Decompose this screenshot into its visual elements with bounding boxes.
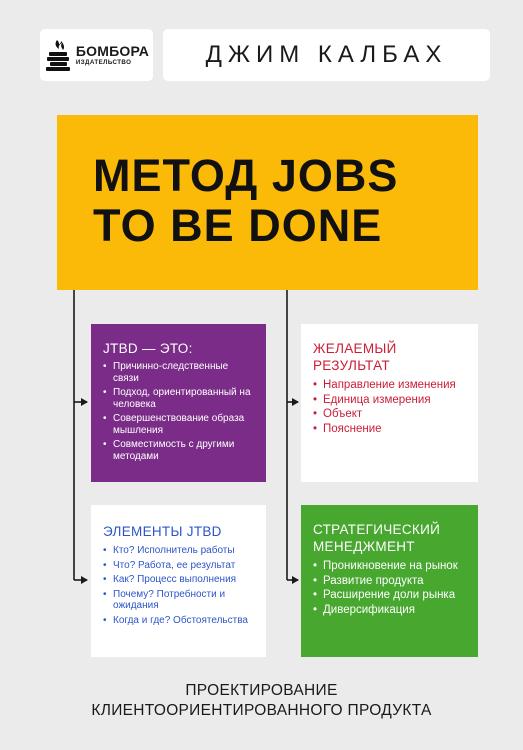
arrow-head-icon (292, 576, 299, 584)
card-list (103, 545, 256, 626)
list-item: • Развитие продукта (313, 575, 468, 588)
list-item: • Когда и где? Обстоятельства (103, 615, 256, 627)
arrow-head-icon (292, 398, 299, 406)
publisher-subtitle: ИЗДАТЕЛЬСТВО (75, 58, 132, 66)
list-item: • Подход, ориентированный на человека (103, 387, 256, 410)
list-item: • Что? Работа, ее результат (103, 560, 256, 572)
list-item: • Объект (313, 408, 468, 421)
list-item: • Направление изменения (313, 379, 468, 392)
subtitle-line-1: ПРОЕКТИРОВАНИЕ (185, 682, 338, 699)
list-item: • Совместимость с другими методами (103, 439, 256, 462)
book-title-line-1: МЕТОД JOBS (93, 150, 399, 201)
publisher-name: БОМБОРА (75, 42, 150, 59)
list-item: • Как? Процесс выполнения (103, 574, 256, 586)
list-item: • Причинно-следственные связи (103, 361, 256, 384)
card-list (313, 560, 468, 616)
list-item: • Единица измерения (313, 394, 468, 407)
list-item: • Почему? Потребности и ожидания (103, 589, 256, 612)
list-item: • Кто? Исполнитель работы (103, 545, 256, 557)
card-title: ЭЛЕМЕНТЫ JTBD (103, 524, 222, 539)
list-item: • Проникновение на рынок (313, 560, 468, 573)
card-title: ЖЕЛАЕМЫЙ РЕЗУЛЬТАТ (313, 341, 397, 373)
card-title: СТРАТЕГИЧЕСКИЙ МЕНЕДЖМЕНТ (313, 522, 441, 554)
card-strategic-management (301, 505, 478, 657)
list-item: • Совершенствование образа мышления (103, 413, 256, 436)
subtitle-line-2: КЛИЕНТООРИЕНТИРОВАННОГО ПРОДУКТА (91, 702, 432, 719)
card-desired-result (301, 324, 478, 482)
book-subtitle (0, 681, 523, 721)
card-jtbd-definition (91, 324, 266, 482)
card-title: JTBD — ЭТО: (103, 341, 193, 356)
book-title-line-2: TO BE DONE (93, 200, 383, 251)
arrow-head-icon (81, 398, 88, 406)
card-jtbd-elements (91, 505, 266, 657)
list-item: • Пояснение (313, 423, 468, 436)
list-item: • Расширение доли рынка (313, 589, 468, 602)
card-list (313, 379, 468, 435)
arrow-head-icon (81, 576, 88, 584)
list-item: • Диверсификация (313, 604, 468, 617)
author-name: ДЖИМ КАЛБАХ (205, 41, 448, 68)
card-list (103, 361, 256, 462)
